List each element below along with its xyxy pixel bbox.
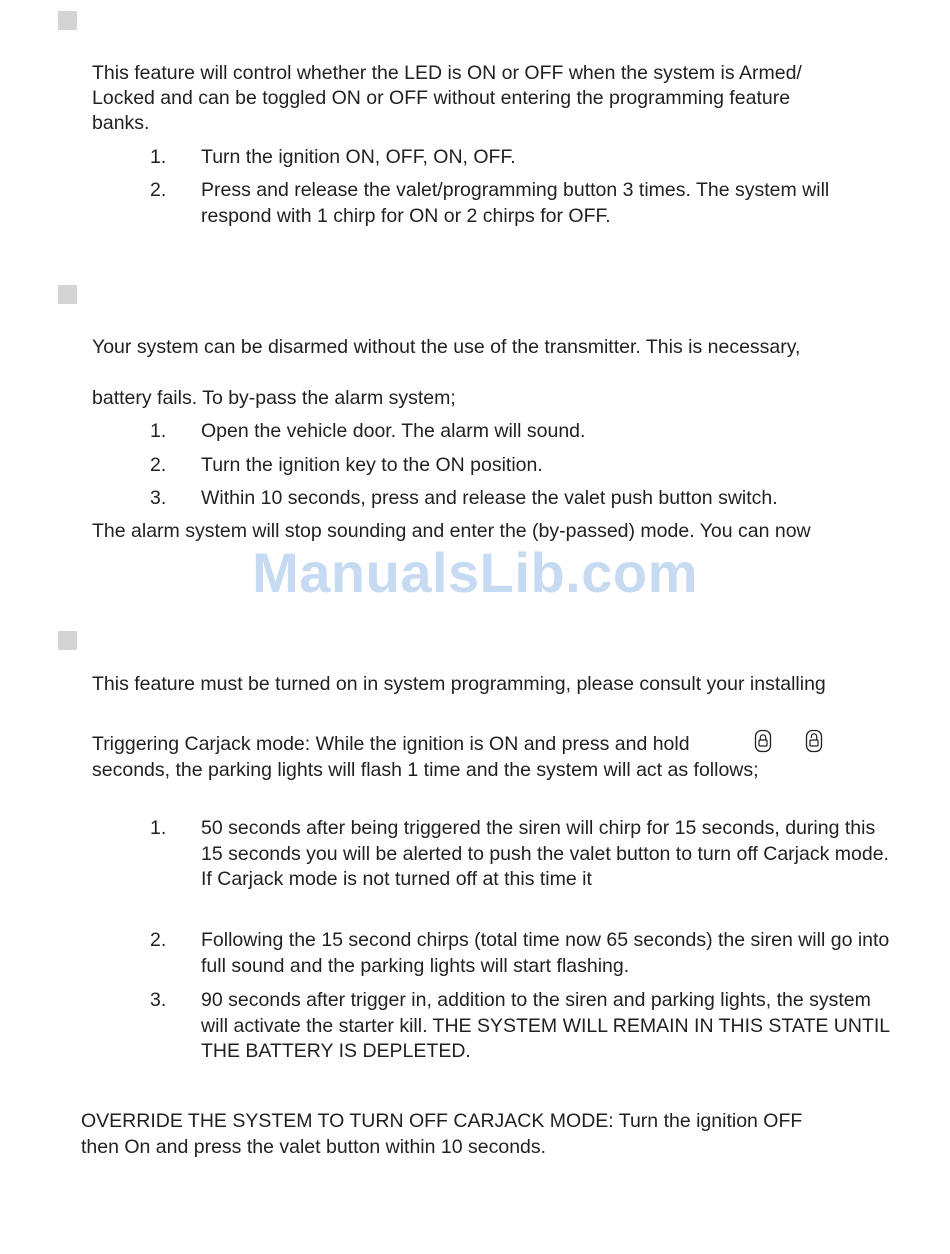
step-text: 90 seconds after trigger in, addition to the siren and parking lights, the system will activate the starter kill. THE SYSTEM WILL REMAIN IN THIS STATE UNTIL THE BATTERY IS DEPLETED. <box>201 989 890 1062</box>
step-number: 2. <box>150 179 167 201</box>
step-text: Within 10 seconds, press and release the valet push button switch. <box>201 487 778 509</box>
manualslib-watermark: ManualsLib.com <box>252 541 698 604</box>
section1-intro-line-1: This feature will control whether the LED is ON or OFF when the system is Armed/ <box>92 62 802 84</box>
section2-intro-line-1: Your system can be disarmed without the use of the transmitter. This is necessary, <box>92 336 801 358</box>
step-text: Following the 15 second chirps (total time now 65 seconds) the siren will go into full sound and the parking lights will start flashing. <box>201 929 890 977</box>
step-number: 3. <box>150 487 167 509</box>
section1-intro-line-3: banks. <box>92 112 150 134</box>
step-text: Turn the ignition key to the ON position. <box>201 454 543 476</box>
section2-intro-line-2: battery fails. To by-pass the alarm system; <box>92 387 456 409</box>
step-number: 1. <box>150 146 167 168</box>
section1-intro-line-2: Locked and can be toggled ON or OFF without entering the programming feature <box>92 87 791 109</box>
step-number: 1. <box>150 420 167 442</box>
step-number: 2. <box>150 929 167 951</box>
step-text: Open the vehicle door. The alarm will sound. <box>201 420 586 442</box>
step-text: Turn the ignition ON, OFF, ON, OFF. <box>201 146 516 168</box>
override-line-1: OVERRIDE THE SYSTEM TO TURN OFF CARJACK MODE: Turn the ignition OFF <box>81 1110 803 1132</box>
section-marker-1 <box>58 11 77 30</box>
step-number: 3. <box>150 989 167 1011</box>
lock-button-icon <box>754 729 772 753</box>
section3-trigger-line-2: seconds, the parking lights will flash 1 time and the system will act as follows; <box>92 759 759 781</box>
step-text: Press and release the valet/programming button 3 times. The system will respond with 1 chirp for ON or 2 chirps for OFF. <box>201 179 830 227</box>
override-line-2: then On and press the valet button within 10 seconds. <box>81 1136 547 1158</box>
section-marker-2 <box>58 285 77 304</box>
step-number: 1. <box>150 817 167 839</box>
section2-outro: The alarm system will stop sounding and enter the (by-passed) mode. You can now <box>92 520 811 542</box>
unlock-button-icon <box>805 729 823 753</box>
section-marker-3 <box>58 631 77 650</box>
step-text: 50 seconds after being triggered the siren will chirp for 15 seconds, during this 15 seconds you will be alerted to push the valet button to turn off Carjack mode. If Carjack mode is not turned off at this time it <box>201 817 889 890</box>
step-number: 2. <box>150 454 167 476</box>
section3-intro: This feature must be turned on in system programming, please consult your installing <box>92 673 826 695</box>
section3-trigger-line-1: Triggering Carjack mode: While the ignition is ON and press and hold <box>92 733 690 755</box>
